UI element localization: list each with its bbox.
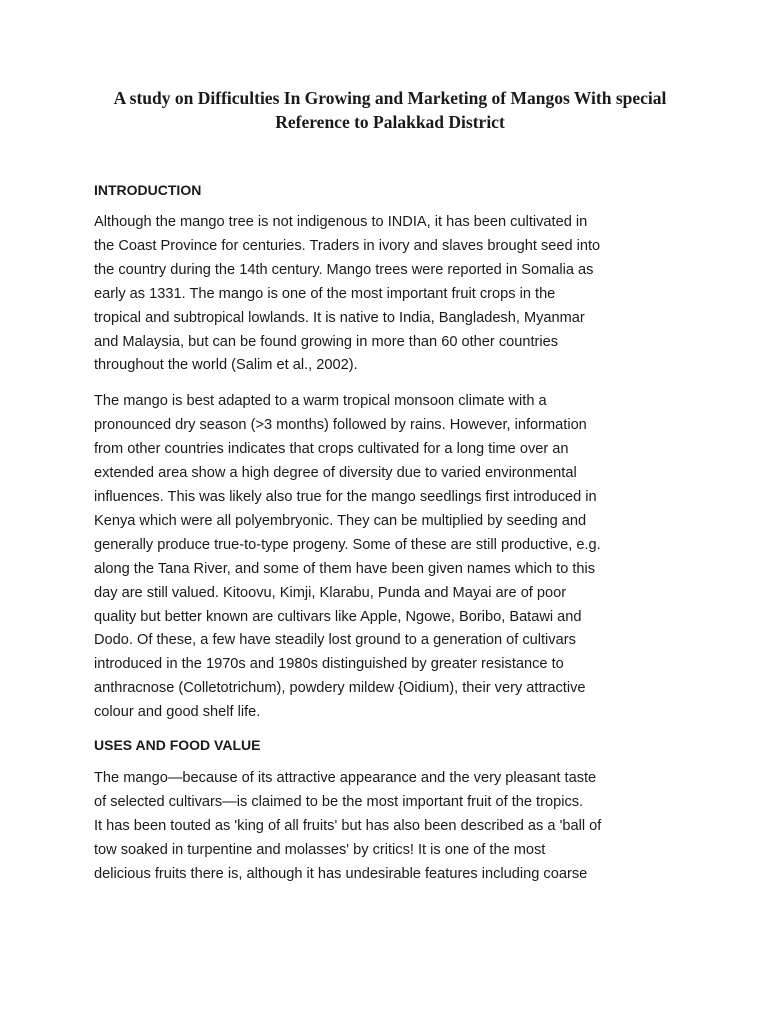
text-line: day are still valued. Kitoovu, Kimji, Klarabu, Punda and Mayai are of poor bbox=[94, 584, 567, 601]
text-line: Kenya which were all polyembryonic. They can be multiplied by seeding and bbox=[94, 512, 587, 529]
document-title bbox=[94, 86, 686, 134]
text-line: the Coast Province for centuries. Traders in ivory and slaves brought seed into bbox=[94, 237, 601, 254]
text-line: The mango is best adapted to a warm tropical monsoon climate with a bbox=[94, 393, 547, 410]
text-line: along the Tana River, and some of them have been given names which to this bbox=[94, 560, 596, 577]
text-line: pronounced dry season (>3 months) followed by rains. However, information bbox=[94, 417, 587, 434]
text-line: quality but better known are cultivars like Apple, Ngowe, Boribo, Batawi and bbox=[94, 608, 582, 625]
text-line: tow soaked in turpentine and molasses' by critics! It is one of the most bbox=[94, 841, 546, 858]
text-line: the country during the 14th century. Mango trees were reported in Somalia as bbox=[94, 261, 594, 278]
text-line: generally produce true-to-type progeny. Some of these are still productive, e.g. bbox=[94, 536, 601, 553]
paragraph-uses-1 bbox=[94, 767, 660, 887]
text-line: early as 1331. The mango is one of the most important fruit crops in the bbox=[94, 285, 556, 302]
section-heading-introduction: INTRODUCTION bbox=[94, 182, 202, 198]
section-heading-uses-and-food-value: USES AND FOOD VALUE bbox=[94, 737, 261, 754]
text-line: introduced in the 1970s and 1980s distinguished by greater resistance to bbox=[94, 656, 564, 673]
paragraph-intro-2 bbox=[94, 390, 660, 725]
text-line: Although the mango tree is not indigenous to INDIA, it has been cultivated in bbox=[94, 214, 588, 230]
text-line: delicious fruits there is, although it has undesirable features including coarse bbox=[94, 865, 588, 882]
title-line: A study on Difficulties In Growing and Marketing of Mangos With special bbox=[113, 88, 667, 108]
text-line: from other countries indicates that crops cultivated for a long time over an bbox=[94, 441, 569, 458]
title-line: Reference to Palakkad District bbox=[275, 112, 505, 132]
text-line: and Malaysia, but can be found growing in more than 60 other countries bbox=[94, 333, 559, 350]
text-line: The mango—because of its attractive appearance and the very pleasant taste bbox=[94, 770, 597, 787]
text-line: extended area show a high degree of diversity due to varied environmental bbox=[94, 465, 577, 482]
text-line: colour and good shelf life. bbox=[94, 704, 261, 721]
text-line: Dodo. Of these, a few have steadily lost ground to a generation of cultivars bbox=[94, 632, 576, 649]
paragraph-intro-1 bbox=[94, 211, 660, 378]
text-line: of selected cultivars—is claimed to be the most important fruit of the tropics. bbox=[94, 793, 584, 810]
text-line: It has been touted as 'king of all fruits' but has also been described as a 'ball of bbox=[94, 817, 602, 834]
text-line: anthracnose (Colletotrichum), powdery mildew {Oidium), their very attractive bbox=[94, 680, 586, 697]
text-line: tropical and subtropical lowlands. It is native to India, Bangladesh, Myanmar bbox=[94, 309, 585, 326]
text-line: influences. This was likely also true for the mango seedlings first introduced in bbox=[94, 488, 597, 505]
text-line: throughout the world (Salim et al., 2002). bbox=[94, 357, 358, 374]
